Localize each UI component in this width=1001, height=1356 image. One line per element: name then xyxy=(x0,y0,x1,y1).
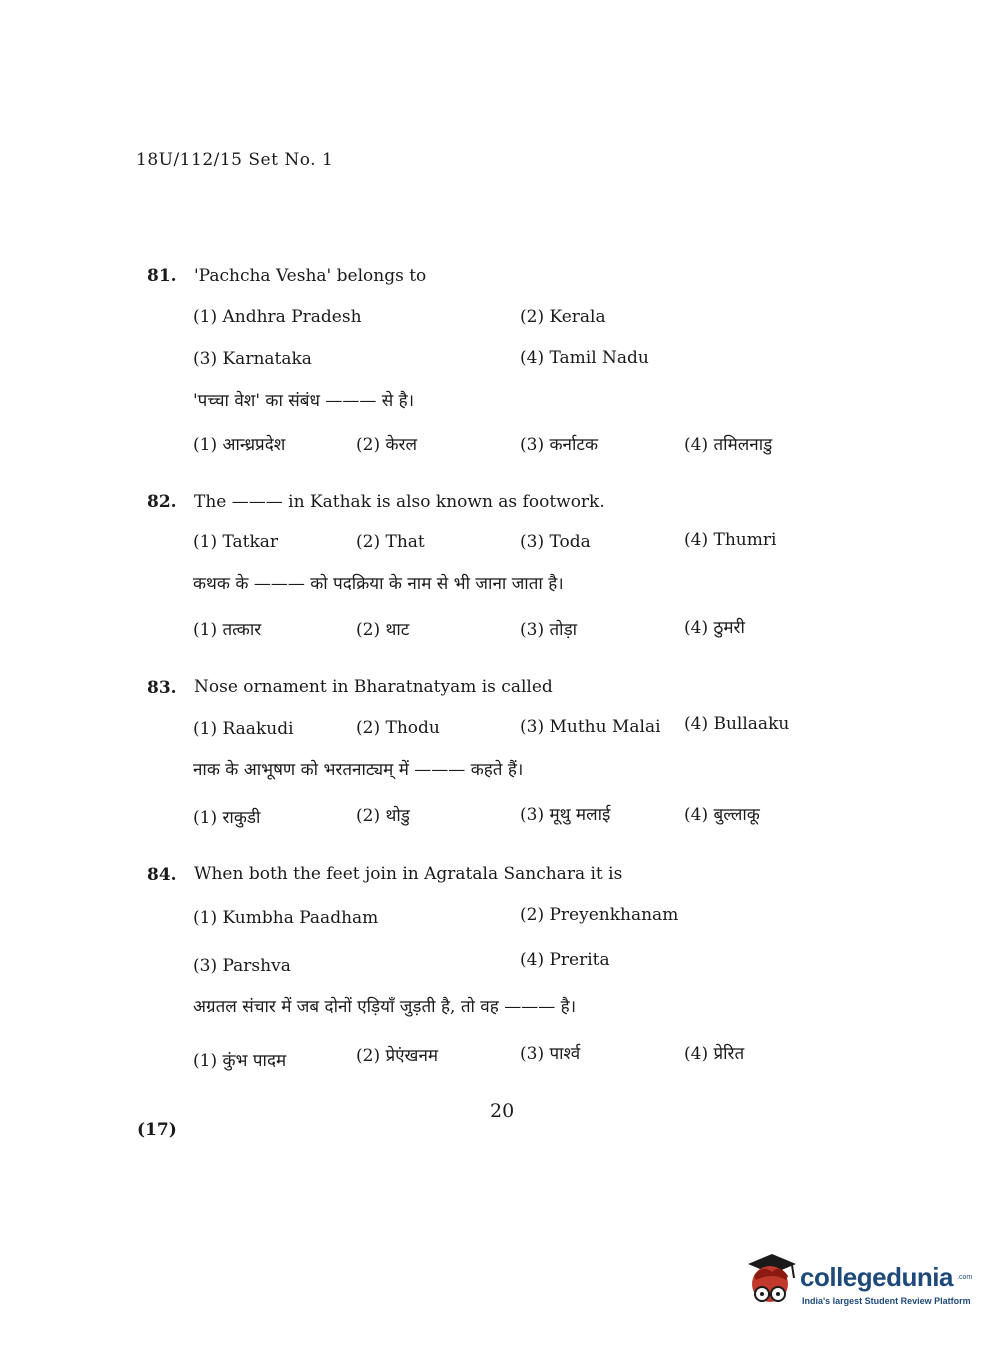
option: (3) Muthu Malai xyxy=(520,717,661,737)
option: (2) Preyenkhanam xyxy=(520,905,679,925)
logo-tagline: India's largest Student Review Platform xyxy=(802,1296,971,1306)
option: (3) Parshva xyxy=(193,956,291,976)
booklet-code: (17) xyxy=(137,1120,177,1140)
option-hindi: (2) केरल xyxy=(356,435,418,455)
question-text-hindi: 'पच्चा वेश' का संबंध ——— से है। xyxy=(193,391,415,411)
option: (4) Tamil Nadu xyxy=(520,348,649,368)
collegedunia-mascot-icon xyxy=(742,1250,800,1312)
option-hindi: (4) ठुमरी xyxy=(684,618,745,638)
option: (1) Kumbha Paadham xyxy=(193,908,379,928)
question-number: 83. xyxy=(147,678,177,698)
option-hindi: (1) आन्ध्रप्रदेश xyxy=(193,435,286,455)
option-hindi: (4) बुल्लाकू xyxy=(684,805,760,825)
question-text: Nose ornament in Bharatnatyam is called xyxy=(194,677,553,697)
option-hindi: (3) मूथु मलाई xyxy=(520,805,611,825)
option-hindi: (4) तमिलनाडु xyxy=(684,435,773,455)
question-text-hindi: कथक के ——— को पदक्रिया के नाम से भी जाना जाता है। xyxy=(193,574,564,594)
set-info: 18U/112/15 Set No. 1 xyxy=(136,150,334,170)
option-hindi: (3) तोड़ा xyxy=(520,620,578,640)
option-hindi: (2) थाट xyxy=(356,620,410,640)
option-hindi: (3) पार्श्व xyxy=(520,1044,581,1064)
logo-wordmark: collegedunia xyxy=(800,1262,953,1292)
option: (3) Toda xyxy=(520,532,591,552)
option-hindi: (1) कुंभ पादम xyxy=(193,1051,287,1071)
option: (1) Raakudi xyxy=(193,719,294,739)
question-text: When both the feet join in Agratala Sanchara it is xyxy=(194,864,623,884)
page-number: 20 xyxy=(490,1100,515,1122)
option-hindi: (2) प्रेएंखनम xyxy=(356,1046,439,1066)
option: (4) Prerita xyxy=(520,950,610,970)
option: (2) Kerala xyxy=(520,307,606,327)
question-text-hindi: अग्रतल संचार में जब दोनों एड़ियाँ जुड़ती है, तो वह ——— है। xyxy=(193,997,577,1017)
option-hindi: (1) तत्कार xyxy=(193,620,262,640)
question-text-hindi: नाक के आभूषण को भरतनाट्यम् में ——— कहते हैं। xyxy=(193,760,524,780)
option-hindi: (3) कर्नाटक xyxy=(520,435,599,455)
option: (2) Thodu xyxy=(356,718,440,738)
option: (4) Thumri xyxy=(684,530,777,550)
option: (2) That xyxy=(356,532,425,552)
option: (1) Tatkar xyxy=(193,532,279,552)
option: (1) Andhra Pradesh xyxy=(193,307,362,327)
option-hindi: (4) प्रेरित xyxy=(684,1044,745,1064)
question-number: 84. xyxy=(147,865,177,885)
option: (4) Bullaaku xyxy=(684,714,790,734)
question-number: 82. xyxy=(147,492,177,512)
question-text: 'Pachcha Vesha' belongs to xyxy=(194,266,427,286)
question-text: The ——— in Kathak is also known as footwork. xyxy=(194,492,605,512)
question-number: 81. xyxy=(147,266,177,286)
option: (3) Karnataka xyxy=(193,349,312,369)
option-hindi: (1) राकुडी xyxy=(193,808,261,828)
option-hindi: (2) थोडु xyxy=(356,806,410,826)
logo-domain-suffix: .com xyxy=(957,1274,973,1281)
